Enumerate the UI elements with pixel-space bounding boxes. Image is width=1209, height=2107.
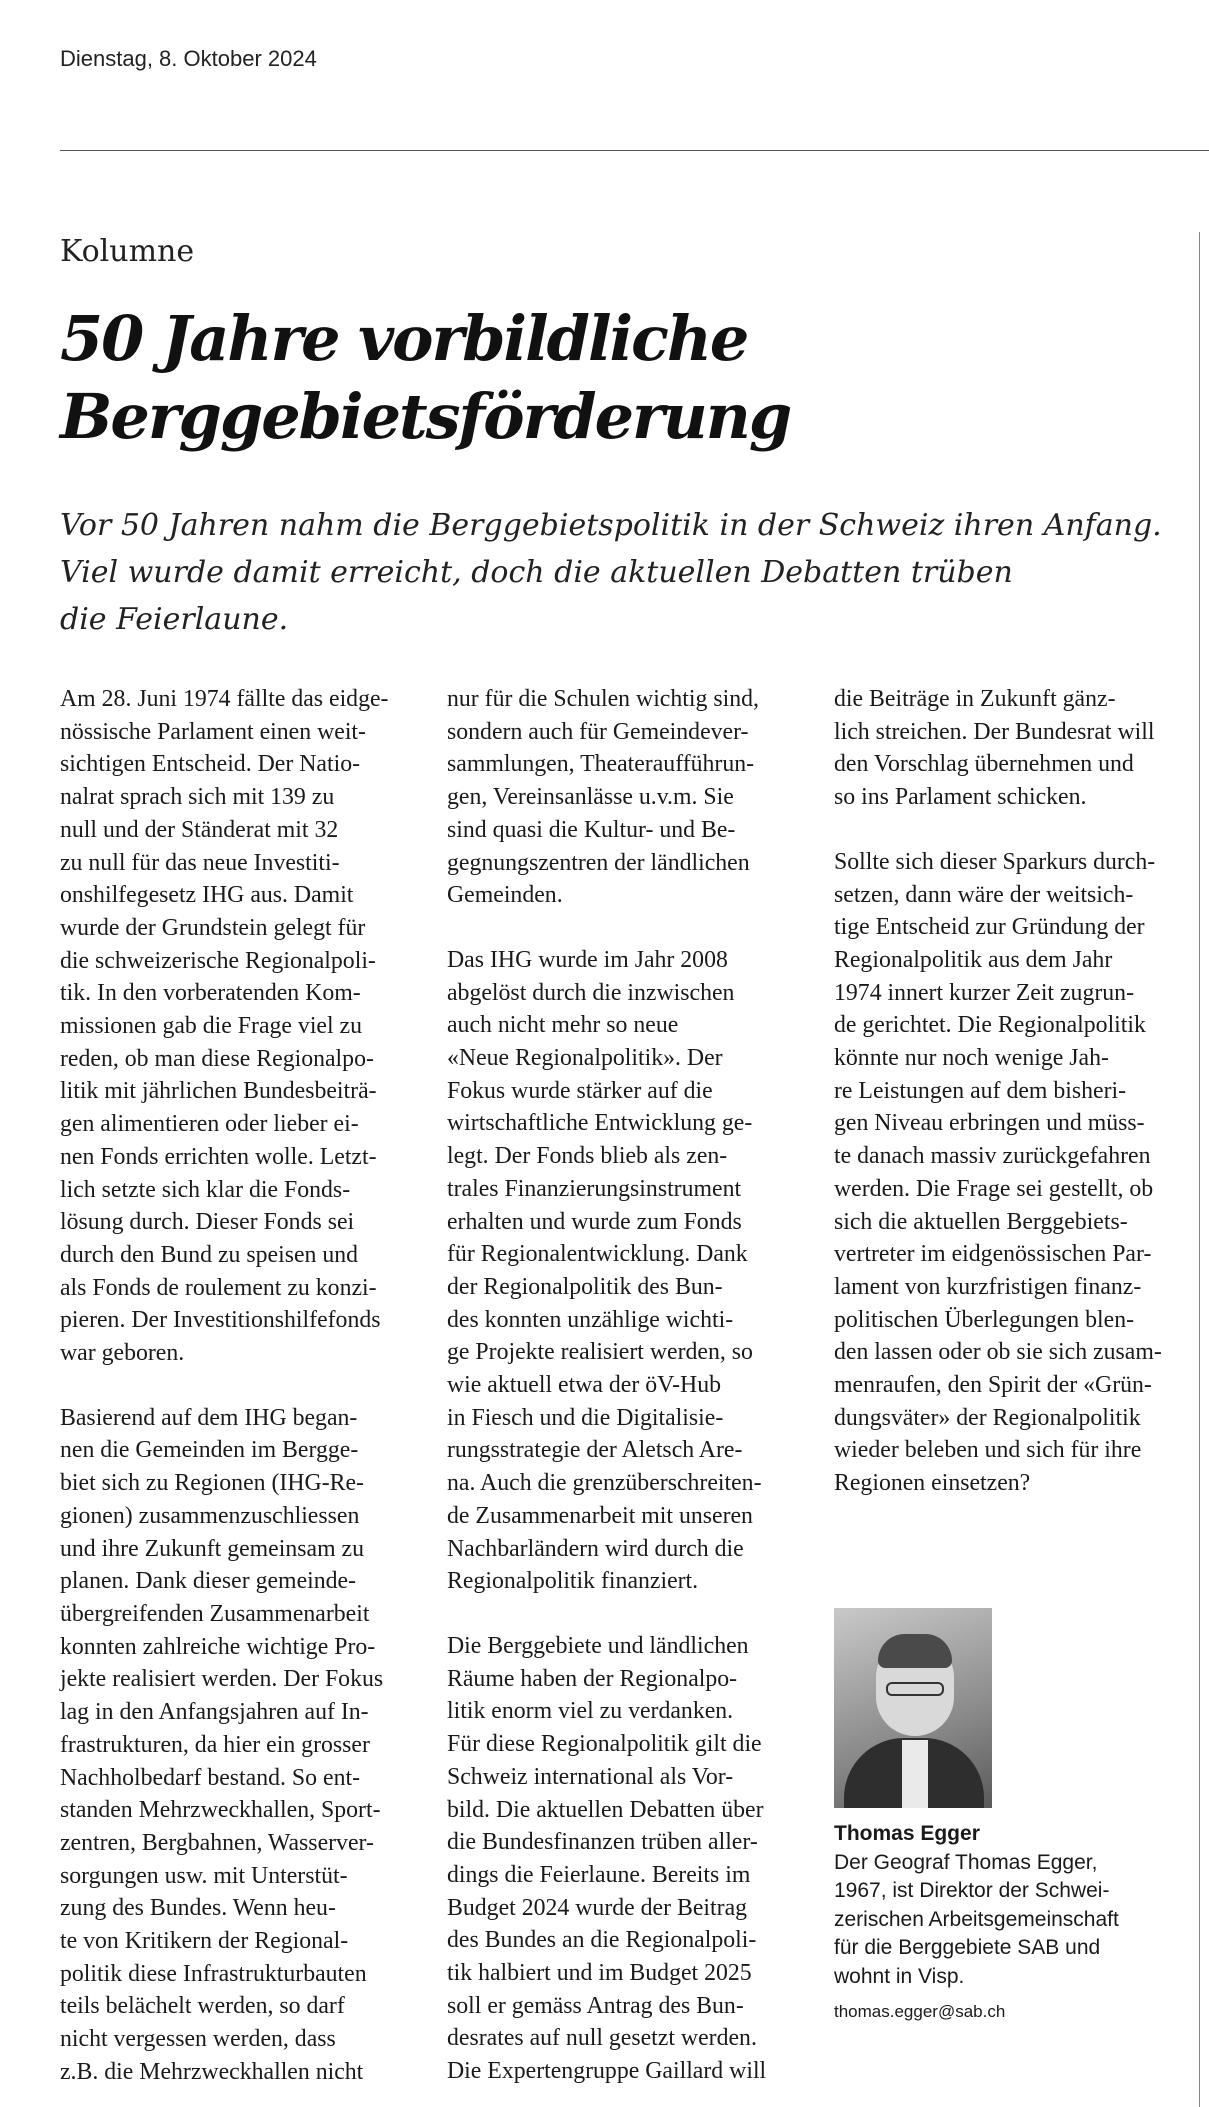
article-line: Für diese Regionalpolitik gilt die xyxy=(447,1731,762,1758)
article-line: planen. Dank dieser gemeinde- xyxy=(60,1568,357,1595)
article-line: null und der Ständerat mit 32 xyxy=(60,816,339,843)
article-line: und ihre Zukunft gemeinsam zu xyxy=(60,1535,364,1562)
article-line: nössische Parlament einen weit- xyxy=(60,718,366,745)
article-line: «Neue Regionalpolitik». Der xyxy=(447,1045,723,1072)
article-line: zentren, Bergbahnen, Wasserver- xyxy=(60,1829,374,1856)
article-line: des Bundes an die Regionalpoli- xyxy=(447,1927,757,1954)
article-line: wie aktuell etwa der öV-Hub xyxy=(447,1372,722,1399)
photo-shirt-shape xyxy=(902,1740,928,1808)
article-line: war geboren. xyxy=(60,1340,185,1367)
article-line: Nachbarländern wird durch die xyxy=(447,1535,744,1562)
article-line: nur für die Schulen wichtig sind, xyxy=(447,686,759,712)
article-line: als Fonds de roulement zu konzi- xyxy=(60,1274,377,1301)
article-line: gegnungszentren der ländlichen xyxy=(447,849,750,876)
article-line: reden, ob man diese Regionalpo- xyxy=(60,1045,374,1072)
article-line: zu null für das neue Investiti- xyxy=(60,849,340,876)
article-line: werden. Die Frage sei gestellt, ob xyxy=(834,1175,1154,1202)
article-line: gen, Vereinsanlässe u.v.m. Sie xyxy=(447,784,734,811)
article-line: gen alimentieren oder lieber ei- xyxy=(60,1111,359,1138)
article-line: frastrukturen, da hier ein grosser xyxy=(60,1731,370,1758)
article-line: setzen, dann wäre der weitsich- xyxy=(834,881,1134,908)
headline-line: Berggebietsförderung xyxy=(60,380,791,453)
article-line: in Fiesch und die Digitalisie- xyxy=(447,1404,724,1431)
article-line: rungsstrategie der Aletsch Are- xyxy=(447,1437,743,1464)
author-bio-line: 1967, ist Direktor der Schwei- xyxy=(834,1879,1110,1902)
article-line: für Regionalentwicklung. Dank xyxy=(447,1241,748,1268)
article-line: gionen) zusammenzuschliessen xyxy=(60,1502,360,1529)
article-line: so ins Parlament schicken. xyxy=(834,784,1087,811)
article-line: litik enorm viel zu verdanken. xyxy=(447,1698,734,1725)
article-line: Am 28. Juni 1974 fällte das eidge- xyxy=(60,686,389,712)
article-line: Schweiz international als Vor- xyxy=(447,1763,734,1790)
article-line: abgelöst durch die inzwischen xyxy=(447,979,735,1006)
author-name: Thomas Egger xyxy=(834,1822,980,1845)
article-line: standen Mehrzweckhallen, Sport- xyxy=(60,1797,381,1824)
photo-glasses-shape xyxy=(886,1682,944,1696)
article-line: Das IHG wurde im Jahr 2008 xyxy=(447,946,728,973)
article-line: te von Kritikern der Regional- xyxy=(60,1928,349,1955)
article-line: dungsväter» der Regionalpolitik xyxy=(834,1404,1141,1431)
article-line: na. Auch die grenzüberschreiten- xyxy=(447,1470,762,1497)
article-line: sondern auch für Gemeindever- xyxy=(447,718,749,745)
article-paragraph xyxy=(834,846,1184,1500)
article-line: nen die Gemeinden im Bergge- xyxy=(60,1437,359,1464)
article-line: konnten zahlreiche wichtige Pro- xyxy=(60,1633,376,1660)
article-line: nicht vergessen werden, dass xyxy=(60,2026,336,2053)
photo-hair-shape xyxy=(878,1634,952,1668)
article-line: die Beiträge in Zukunft gänz- xyxy=(834,686,1116,712)
article-line: sind quasi die Kultur- und Be- xyxy=(447,816,736,843)
article-line: Nachholbedarf bestand. So ent- xyxy=(60,1764,361,1791)
article-line: lösung durch. Dieser Fonds sei xyxy=(60,1209,355,1236)
article-line: sichtigen Entscheid. Der Natio- xyxy=(60,751,361,778)
article-line: biet sich zu Regionen (IHG-Re- xyxy=(60,1470,364,1497)
kicker: Kolumne xyxy=(60,234,195,269)
article-line: litik mit jährlichen Bundesbeiträ- xyxy=(60,1078,377,1105)
article-line: Die Berggebiete und ländlichen xyxy=(447,1632,749,1659)
article-line: vertreter im eidgenössischen Par- xyxy=(834,1241,1152,1268)
article-line: pieren. Der Investitionshilfefonds xyxy=(60,1307,381,1334)
article-line: politischen Überlegungen blen- xyxy=(834,1306,1135,1333)
article-line: teils belächelt werden, so darf xyxy=(60,1993,345,2020)
article-line: z.B. die Mehrzweckhallen nicht xyxy=(60,2058,364,2085)
lead-line: Viel wurde damit erreicht, doch die aktuellen Debatten trüben xyxy=(60,555,1013,590)
headline-line: 50 Jahre vorbildliche xyxy=(60,302,748,375)
article-line: nen Fonds errichten wolle. Letzt- xyxy=(60,1143,377,1170)
article-paragraph xyxy=(447,944,797,1598)
article-line: tige Entscheid zur Gründung der xyxy=(834,914,1145,941)
article-line: gen Niveau erbringen und müss- xyxy=(834,1110,1145,1137)
article-line: lament von kurzfristigen finanz- xyxy=(834,1273,1142,1300)
author-box xyxy=(834,1820,1199,2029)
article-paragraph xyxy=(447,683,797,912)
article-line: te danach massiv zurückgefahren xyxy=(834,1143,1151,1170)
article-line: des konnten unzählige wichti- xyxy=(447,1306,734,1333)
article-line: könnte nur noch wenige Jah- xyxy=(834,1045,1109,1072)
article-line: auch nicht mehr so neue xyxy=(447,1012,679,1039)
article-line: Räume haben der Regionalpo- xyxy=(447,1665,738,1692)
article-line: desrates auf null gesetzt werden. xyxy=(447,2025,757,2052)
article-paragraph xyxy=(834,683,1184,814)
article-line: Regionen einsetzen? xyxy=(834,1470,1031,1497)
article-line: erhalten und wurde zum Fonds xyxy=(447,1208,742,1235)
article-line: legt. Der Fonds blieb als zen- xyxy=(447,1143,728,1170)
article-line: Basierend auf dem IHG began- xyxy=(60,1404,358,1431)
article-line: sammlungen, Theateraufführun- xyxy=(447,751,755,778)
article-line: lich streichen. Der Bundesrat will xyxy=(834,718,1155,745)
article-line: bild. Die aktuellen Debatten über xyxy=(447,1796,764,1823)
article-line: wieder beleben und sich für ihre xyxy=(834,1437,1142,1464)
author-bio-line: zerischen Arbeitsgemeinschaft xyxy=(834,1907,1119,1931)
article-paragraph xyxy=(60,683,410,1370)
article-line: Die Expertengruppe Gaillard will xyxy=(447,2058,767,2085)
article-column-2 xyxy=(447,683,797,2088)
article-line: wirtschaftliche Entwicklung ge- xyxy=(447,1110,753,1137)
article-line: lich setzte sich klar die Fonds- xyxy=(60,1176,351,1203)
headline xyxy=(60,300,1160,456)
author-bio-line: wohnt in Visp. xyxy=(834,1964,965,1988)
article-paragraph xyxy=(60,1402,410,2089)
lead-line: Vor 50 Jahren nahm die Berggebietspolitik in der Schweiz ihren Anfang. xyxy=(60,508,1162,543)
article-line: sich die aktuellen Berggebiets- xyxy=(834,1208,1128,1235)
header-rule xyxy=(60,150,1209,151)
article-line: Budget 2024 wurde der Beitrag xyxy=(447,1894,748,1921)
article-column-3 xyxy=(834,683,1184,1500)
article-line: missionen gab die Frage viel zu xyxy=(60,1013,363,1040)
article-line: jekte realisiert werden. Der Fokus xyxy=(60,1666,384,1693)
article-line: Regionalpolitik finanziert. xyxy=(447,1568,699,1595)
article-line: durch den Bund zu speisen und xyxy=(60,1241,359,1268)
article-line: re Leistungen auf dem bisheri- xyxy=(834,1077,1127,1104)
article-line: Fokus wurde stärker auf die xyxy=(447,1077,713,1104)
article-column-1 xyxy=(60,683,410,2089)
article-line: 1974 innert kurzer Zeit zugrun- xyxy=(834,979,1134,1006)
article-line: zung des Bundes. Wenn heu- xyxy=(60,1895,336,1922)
article-line: tik. In den vorberatenden Kom- xyxy=(60,980,361,1007)
article-paragraph xyxy=(447,1630,797,2088)
article-line: onshilfegesetz IHG aus. Damit xyxy=(60,882,354,909)
article-line: übergreifenden Zusammenarbeit xyxy=(60,1600,370,1627)
column-rule xyxy=(1199,232,1200,2107)
article-line: den lassen oder ob sie sich zusam- xyxy=(834,1339,1162,1366)
author-bio xyxy=(834,1849,1199,1992)
article-line: politik diese Infrastrukturbauten xyxy=(60,1960,367,1987)
article-line: dings die Feierlaune. Bereits im xyxy=(447,1861,751,1888)
lead xyxy=(60,502,1180,643)
author-photo xyxy=(834,1608,992,1808)
article-line: die Bundesfinanzen trüben aller- xyxy=(447,1829,758,1856)
dateline: Dienstag, 8. Oktober 2024 xyxy=(60,46,317,71)
article-line: wurde der Grundstein gelegt für xyxy=(60,914,366,941)
article-line: menraufen, den Spirit der «Grün- xyxy=(834,1372,1152,1399)
article-line: die schweizerische Regionalpoli- xyxy=(60,947,376,974)
article-line: soll er gemäss Antrag des Bun- xyxy=(447,1992,744,2019)
article-line: trales Finanzierungsinstrument xyxy=(447,1175,742,1202)
author-bio-line: Der Geograf Thomas Egger, xyxy=(834,1850,1098,1874)
author-bio-line: für die Berggebiete SAB und xyxy=(834,1936,1101,1959)
article-line: der Regionalpolitik des Bun- xyxy=(447,1273,723,1300)
article-line: ge Projekte realisiert werden, so xyxy=(447,1339,753,1366)
article-line: Regionalpolitik aus dem Jahr xyxy=(834,946,1113,973)
article-line: tik halbiert und im Budget 2025 xyxy=(447,1960,752,1987)
author-email: thomas.egger@sab.ch xyxy=(834,2002,1006,2021)
article-line: de gerichtet. Die Regionalpolitik xyxy=(834,1012,1146,1039)
article-line: Gemeinden. xyxy=(447,882,563,909)
article-line: den Vorschlag übernehmen und xyxy=(834,751,1134,778)
lead-line: die Feierlaune. xyxy=(60,602,289,637)
article-line: Sollte sich dieser Sparkurs durch- xyxy=(834,848,1156,875)
article-line: lag in den Anfangsjahren auf In- xyxy=(60,1699,369,1726)
article-line: de Zusammenarbeit mit unseren xyxy=(447,1502,753,1529)
article-line: sorgungen usw. mit Unterstüt- xyxy=(60,1862,348,1889)
article-line: nalrat sprach sich mit 139 zu xyxy=(60,784,335,811)
